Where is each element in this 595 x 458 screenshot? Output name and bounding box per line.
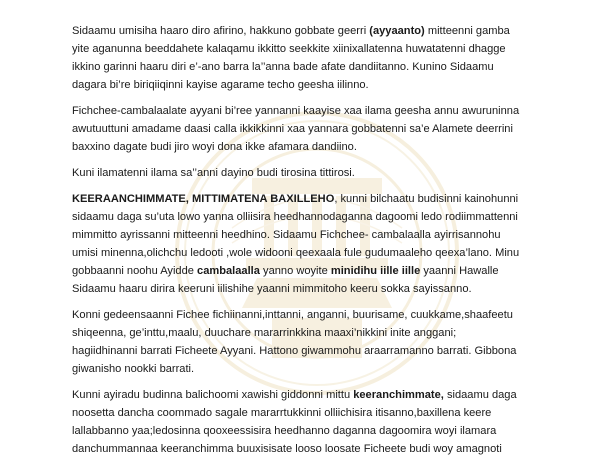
text-line: yite aganunna beeddahete kalaqamu ikkitto seekkite xiinixallatenna huwatatenni dhagge: [72, 43, 506, 55]
text-line: baxxino dagate budi jiro woyi dona ikke afamara dandiino.: [72, 141, 357, 153]
text-line: dagara bi’re biriqiiqinni kayise agarame techo geesha iilinno.: [72, 79, 369, 91]
paragraph-1: [72, 22, 548, 94]
paragraph-4: [72, 190, 548, 298]
paragraph-5: [72, 306, 548, 378]
text-line: Konni gedeensaanni Fichee fichiinanni,inttanni, anganni, buurisame, cuukkame,shaafeetu: [72, 309, 513, 321]
text-line: shiqeenna, ge’inttu,maalu, duuchare mararrinkkina maaxi’nikkini inite anggani;: [72, 327, 457, 339]
text-line: lallabbanno yaa;ledosinna qooxeessisira heedhanno daganna dagoomira woyi ilamara: [72, 425, 497, 437]
top-fragment: [72, 0, 548, 14]
text-line: mimmitto ayrissanni mitteenni heedhino. Sidaamu Fichchee- cambalaalla ayirrisannohu: [72, 229, 501, 241]
text-line: KEERAANCHIMMATE, MITTIMATENA BAXILLEHO, kunni bilchaatu budisinni kainohunni: [72, 193, 519, 205]
text-line: sidaamu daga su’uta lowo yanna olliisira heedhannodaganna dagoomi ledo rodiimmattenni: [72, 211, 518, 223]
text-line: umisi minenna,olichchu ledooti ,wole widooni qeexaala fule gudumaaleho qeexa’lano. Minu: [72, 247, 520, 259]
paragraph-6: [72, 386, 548, 458]
text-line: hagiidhinanni barrati Ficheete Ayyani. Hattono giwammohu araarramanno barrati. Gibbona: [72, 345, 517, 357]
paragraph-2: [72, 102, 548, 156]
text-line: noosetta dancha coommado sagale mararrtukkinni olliichisira itisanno,baxillena keere: [72, 407, 492, 419]
text-line: Kuni ilamatenni ilama sa’’anni dayino budi tirosina tittirosi.: [72, 167, 355, 179]
text-line: giwanisho nookki barrati.: [72, 363, 195, 375]
text-line: ikkino garinni haaru diri e’-ano barra la’’anna bade afate dandiitanno. Kunino Sidaamu: [72, 61, 494, 73]
paragraph-3: [72, 164, 548, 182]
text-line: Kunni ayiradu budinna balichoomi xawishi giddonni mittu keeranchimmate, sidaamu daga: [72, 389, 517, 401]
text-line: Sidaamu haaru dirira keeruni iilishihe yaanni mimmitoho keeru sokka sayissanno.: [72, 283, 472, 295]
text-line: Sidaamu umisiha haaro diro afirino, hakkuno gobbate geerri (ayyaanto) mitteenni gamba: [72, 25, 510, 37]
text-line: Fichchee-cambalaalate ayyani bi’ree yannanni kaayise xaa ilama geesha annu awuruninna: [72, 105, 520, 117]
text-line: awutuuttuni amadame daasi calla ikkikkinni xaa yannara gobbatenni sa’e Alamete deerrini: [72, 123, 513, 135]
text-line: gobbaanni noohu Ayidde cambalaalla yanno woyite minidihu iille iille yaanni Hawalle: [72, 265, 499, 277]
text-line: danchummannaa keeranchimma buuxisisate looso loosate Ficheete budi woy amagnoti: [72, 443, 502, 455]
document-body: [72, 0, 548, 458]
